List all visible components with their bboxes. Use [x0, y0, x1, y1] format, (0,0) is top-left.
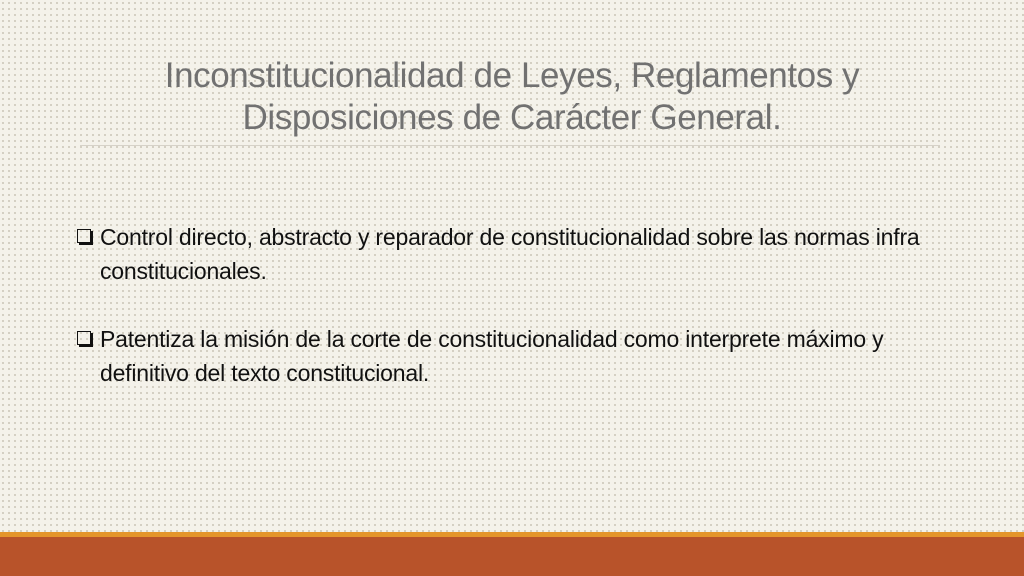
bullet-item — [76, 220, 976, 288]
bullet-list — [76, 220, 976, 424]
bullet-text: Patentiza la misión de la corte de constitucionalidad como interprete máximo y definitivo del texto constitucional. — [100, 326, 884, 386]
bullet-item — [76, 322, 976, 390]
title-divider — [80, 145, 940, 146]
checkbox-bullet-icon — [77, 331, 91, 345]
slide-title: Inconstitucionalidad de Leyes, Reglamentos y Disposiciones de Carácter General. — [164, 56, 860, 137]
footer-bar — [0, 537, 1024, 576]
checkbox-bullet-icon — [77, 229, 91, 243]
bullet-text: Control directo, abstracto y reparador de constitucionalidad sobre las normas infra constitucionales. — [100, 224, 920, 284]
